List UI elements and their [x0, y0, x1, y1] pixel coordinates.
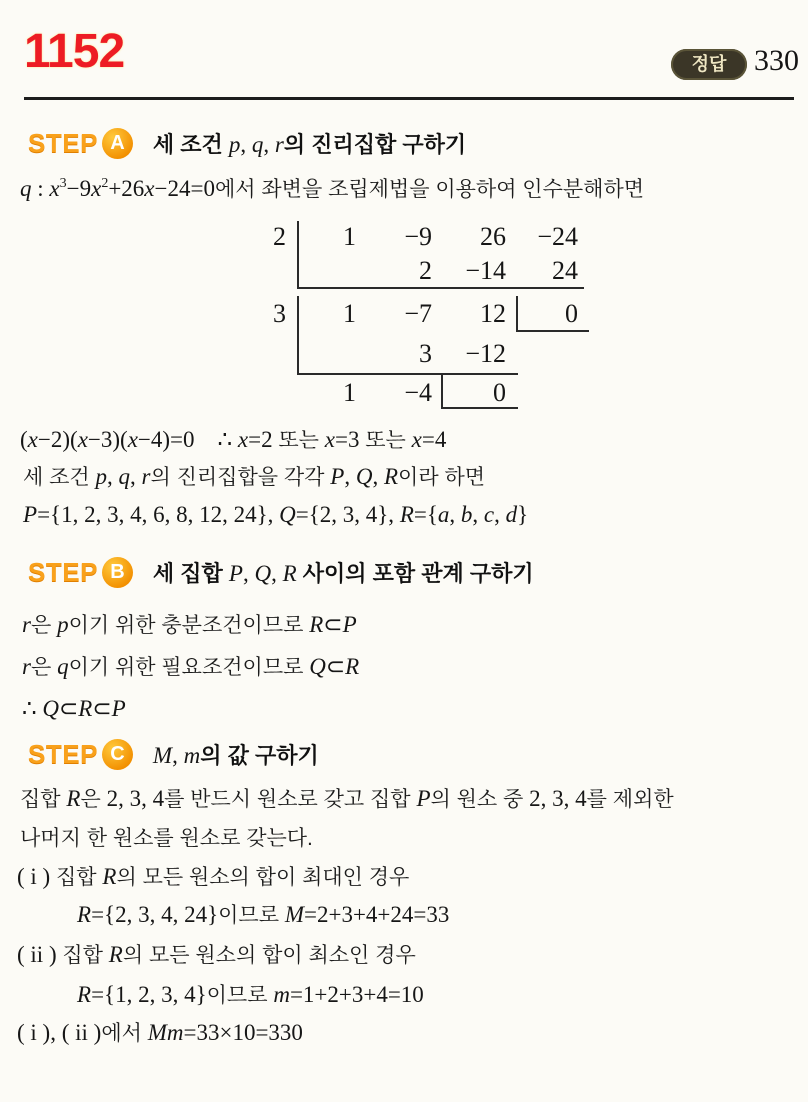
division-cell: −4	[404, 378, 432, 407]
step-a-letter-badge: A	[102, 128, 133, 159]
header-divider	[24, 97, 794, 100]
line-q-equation: q : x3−9x2+26x−24=0에서 좌변을 조립제법을 이용하여 인수분해하면	[20, 176, 645, 201]
line-case-1: ( i ) 집합 R의 모든 원소의 합이 최대인 경우	[17, 864, 410, 889]
division-sum-line	[297, 373, 518, 375]
step-c-letter-badge: C	[102, 739, 133, 770]
remainder-vertical-bar	[516, 296, 518, 330]
remainder-underline	[516, 330, 589, 332]
division-cell: −14	[465, 256, 506, 285]
division-cell: 1	[343, 299, 356, 328]
step-a-header	[28, 126, 466, 160]
step-b-header	[28, 555, 534, 589]
step-b-title: 세 집합 P, Q, R 사이의 포함 관계 구하기	[152, 560, 534, 586]
remainder-underline	[441, 407, 518, 409]
division-cell: 12	[480, 299, 506, 328]
step-b-letter-badge: B	[102, 557, 133, 588]
division-remainder: 0	[565, 299, 578, 328]
synthetic-division-table	[0, 218, 808, 416]
line-set-r-intro-1: 집합 R은 2, 3, 4를 반드시 원소로 갖고 집합 P의 원소 중 2, 3, 4를 제외한	[20, 786, 674, 811]
line-truth-sets-intro: 세 조건 p, q, r의 진리집합을 각각 P, Q, R이라 하면	[23, 464, 486, 489]
line-necessary-condition: r은 q이기 위한 필요조건이므로 Q⊂R	[22, 654, 360, 679]
answer-badge: 정답	[671, 49, 747, 80]
division-cell: −7	[404, 299, 432, 328]
division-remainder: 0	[493, 378, 506, 407]
line-case-1-calculation: R={2, 3, 4, 24}이므로 M=2+3+4+24=33	[77, 902, 450, 927]
line-factored-roots: (x−2)(x−3)(x−4)=0 ∴ x=2 또는 x=3 또는 x=4	[20, 427, 447, 452]
line-sufficient-condition: r은 p이기 위한 충분조건이므로 R⊂P	[22, 612, 357, 637]
step-b-brand: STEP	[28, 556, 98, 587]
division-cell: 1	[343, 378, 356, 407]
division-divisor: 3	[273, 299, 286, 328]
division-divisor: 2	[273, 222, 286, 251]
step-a-brand: STEP	[28, 127, 98, 158]
line-case-2: ( ii ) 집합 R의 모든 원소의 합이 최소인 경우	[17, 942, 416, 967]
problem-number: 1152	[24, 25, 125, 78]
step-a-title: 세 조건 p, q, r의 진리집합 구하기	[152, 131, 467, 157]
step-c-brand: STEP	[28, 738, 98, 769]
line-truth-sets-values: P={1, 2, 3, 4, 6, 8, 12, 24}, Q={2, 3, 4}, R={a, b, c, d}	[23, 502, 529, 527]
division-cell: 2	[419, 256, 432, 285]
division-cell: −12	[465, 339, 506, 368]
division-cell: 3	[419, 339, 432, 368]
division-vertical-bar	[297, 221, 299, 287]
line-set-r-intro-2: 나머지 한 원소를 원소로 갖는다.	[20, 827, 313, 850]
step-c-header	[28, 737, 319, 771]
line-case-2-calculation: R={1, 2, 3, 4}이므로 m=1+2+3+4=10	[77, 982, 424, 1007]
line-inclusion-conclusion: ∴ Q⊂R⊂P	[22, 696, 126, 721]
division-cell: 24	[552, 256, 578, 285]
division-cell: −24	[537, 222, 578, 251]
division-vertical-bar	[297, 296, 299, 373]
division-cell: 1	[343, 222, 356, 251]
division-cell: −9	[404, 222, 432, 251]
answer-value: 330	[754, 44, 799, 77]
division-sum-line	[297, 287, 584, 289]
step-c-title: M, m의 값 구하기	[152, 742, 319, 768]
line-final-answer: ( i ), ( ii )에서 Mm=33×10=330	[17, 1020, 303, 1045]
division-cell: 26	[480, 222, 506, 251]
remainder-vertical-bar	[441, 373, 443, 407]
